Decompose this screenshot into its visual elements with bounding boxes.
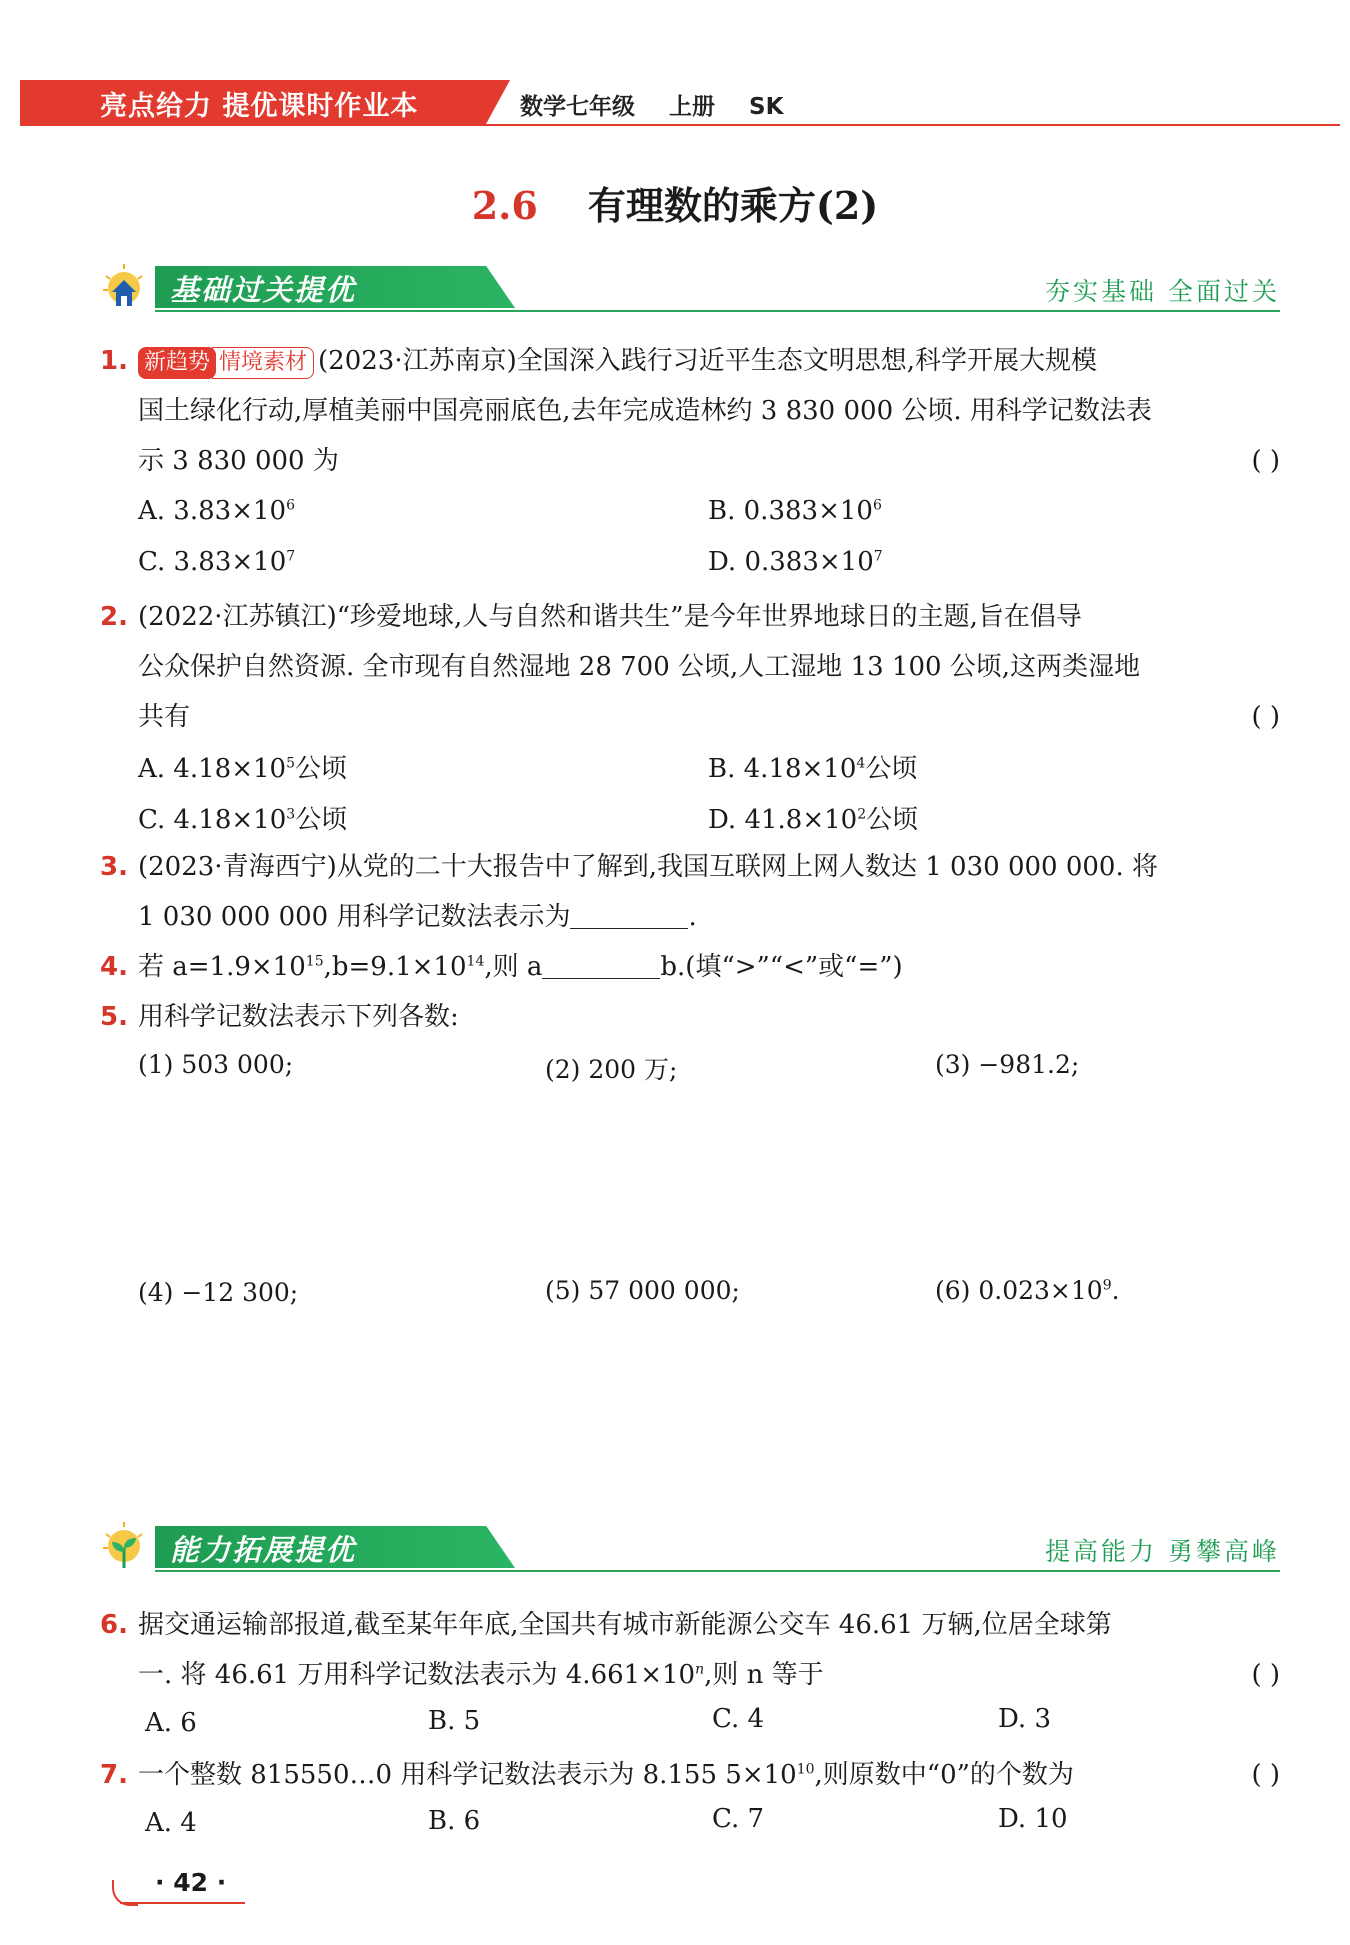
question-text-line: (2022·江苏镇江)“珍爱地球,人与自然和谐共生”是今年世界地球日的主题,旨在倡导 — [138, 602, 1082, 632]
question-5 — [100, 992, 1280, 1042]
section-name: 有理数的乘方(2) — [587, 183, 879, 228]
question-text-line: 共有 — [138, 702, 191, 732]
trend-tag: 新趋势 — [138, 347, 216, 379]
question-text-line: 国土绿化行动,厚植美丽中国亮丽底色,去年完成造林约 3 830 000 公顷. 用科学记数法表 — [138, 396, 1152, 426]
banner-advanced — [100, 1518, 1280, 1578]
question-text-line: 用科学记数法表示下列各数: — [138, 1002, 459, 1032]
subquestion-4: (4) −12 300; — [138, 1278, 299, 1307]
banner-slogan: 夯实基础 全面过关 — [1045, 277, 1280, 306]
banner-label: 能力拓展提优 — [170, 1533, 357, 1567]
question-text-line: (2023·青海西宁)从党的二十大报告中了解到,我国互联网上网人数达 1 030 000 000. 将 — [138, 852, 1158, 882]
header-subtitle — [520, 88, 809, 121]
banner-label: 基础过关提优 — [170, 273, 357, 307]
header-edition: SK — [749, 94, 784, 120]
question-text-line: 示 3 830 000 为 — [138, 446, 339, 476]
banner-underline — [155, 310, 1280, 312]
question-text-line: (2023·江苏南京)全国深入践行习近平生态文明思想,科学开展大规模 — [318, 346, 1098, 376]
option-b: B. $4.18\times 10^4$公顷 — [708, 754, 918, 784]
option-a: A. $4.18\times 10^5$公顷 — [138, 754, 348, 784]
context-tag: 情境素材 — [212, 347, 314, 379]
option-b: B. 6 — [428, 1806, 481, 1836]
subquestion-5: (5) 57 000 000; — [545, 1276, 740, 1305]
answer-paren: ( ) — [1251, 1660, 1280, 1690]
footer-line — [120, 1902, 245, 1904]
question-number: 7. — [100, 1760, 128, 1790]
seedling-sun-icon — [100, 1518, 160, 1578]
header-volume: 上册 — [669, 94, 716, 120]
page-number: · 42 · — [155, 1868, 227, 1897]
header-brand: 亮点给力 提优课时作业本 — [100, 91, 419, 122]
option-b: B. $0.383\times 10^6$ — [708, 496, 882, 526]
banner-slogan: 提高能力 勇攀高峰 — [1045, 1537, 1280, 1566]
option-d: D. $41.8\times 10^2$公顷 — [708, 805, 919, 835]
question-2 — [100, 592, 1280, 742]
banner-underline — [155, 1570, 1280, 1572]
answer-blank[interactable] — [542, 952, 660, 979]
answer-paren: ( ) — [1251, 1760, 1280, 1790]
section-number: 2.6 — [471, 183, 538, 228]
subquestion-6: (6) $0.023\times 10^9$. — [935, 1276, 1120, 1305]
header-subject: 数学七年级 — [520, 94, 635, 120]
header-divider — [20, 124, 1340, 126]
option-a: A. 6 — [145, 1708, 197, 1738]
question-number: 5. — [100, 1002, 128, 1032]
banner-basic — [100, 258, 1280, 318]
question-number: 2. — [100, 602, 128, 632]
option-a: A. 4 — [145, 1808, 197, 1838]
option-c: C. $3.83\times 10^7$ — [138, 547, 296, 577]
house-sun-icon — [100, 258, 160, 318]
subquestion-1: (1) 503 000; — [138, 1050, 294, 1079]
question-number: 6. — [100, 1610, 128, 1640]
option-d: D. 3 — [998, 1704, 1051, 1734]
option-d: D. 10 — [998, 1804, 1068, 1834]
question-text-line: 据交通运输部报道,截至某年年底,全国共有城市新能源公交车 46.61 万辆,位居全球第 — [138, 1610, 1112, 1640]
question-number: 1. — [100, 346, 128, 376]
question-text-line: 公众保护自然资源. 全市现有自然湿地 28 700 公顷,人工湿地 13 100 公顷,这两类湿地 — [138, 652, 1141, 682]
question-number: 3. — [100, 852, 128, 882]
section-title — [0, 175, 1350, 230]
option-b: B. 5 — [428, 1706, 481, 1736]
question-3: 3. (2023·青海西宁)从党的二十大报告中了解到,我国互联网上网人数达 1 030 000 000. 将 1 030 000 000 用科学记数法表示为 . — [100, 842, 1280, 942]
answer-blank[interactable] — [570, 902, 688, 929]
subquestion-3: (3) −981.2; — [935, 1050, 1080, 1079]
option-a: A. $3.83\times 10^6$ — [138, 496, 295, 526]
question-1 — [100, 336, 1280, 486]
answer-paren: ( ) — [1251, 446, 1280, 476]
subquestion-2: (2) 200 万; — [545, 1055, 678, 1084]
question-number: 4. — [100, 952, 128, 982]
question-7: 7. 一个整数 815550…0 用科学记数法表示为 8.155 $5\times 10^{10}$,则原数中“0”的个数为 ( ) — [100, 1750, 1280, 1800]
option-c: C. $4.18\times 10^3$公顷 — [138, 805, 348, 835]
option-c: C. 7 — [712, 1804, 765, 1834]
question-text-line: 1 030 000 000 用科学记数法表示为 — [138, 902, 571, 932]
option-c: C. 4 — [712, 1704, 765, 1734]
question-6: 6. 据交通运输部报道,截至某年年底,全国共有城市新能源公交车 46.61 万辆,位居全球第 一. 将 46.61 万用科学记数法表示为 $4.661\times 10^n$,则 n 等于 ( ) — [100, 1600, 1280, 1700]
question-4: 4. 若 $a=1.9\times 10^{15},b=9.1\times 10^{14}$,则 a b.(填“>”“<”或“=”) — [100, 942, 1280, 992]
option-d: D. $0.383\times 10^7$ — [708, 547, 883, 577]
answer-paren: ( ) — [1251, 702, 1280, 732]
